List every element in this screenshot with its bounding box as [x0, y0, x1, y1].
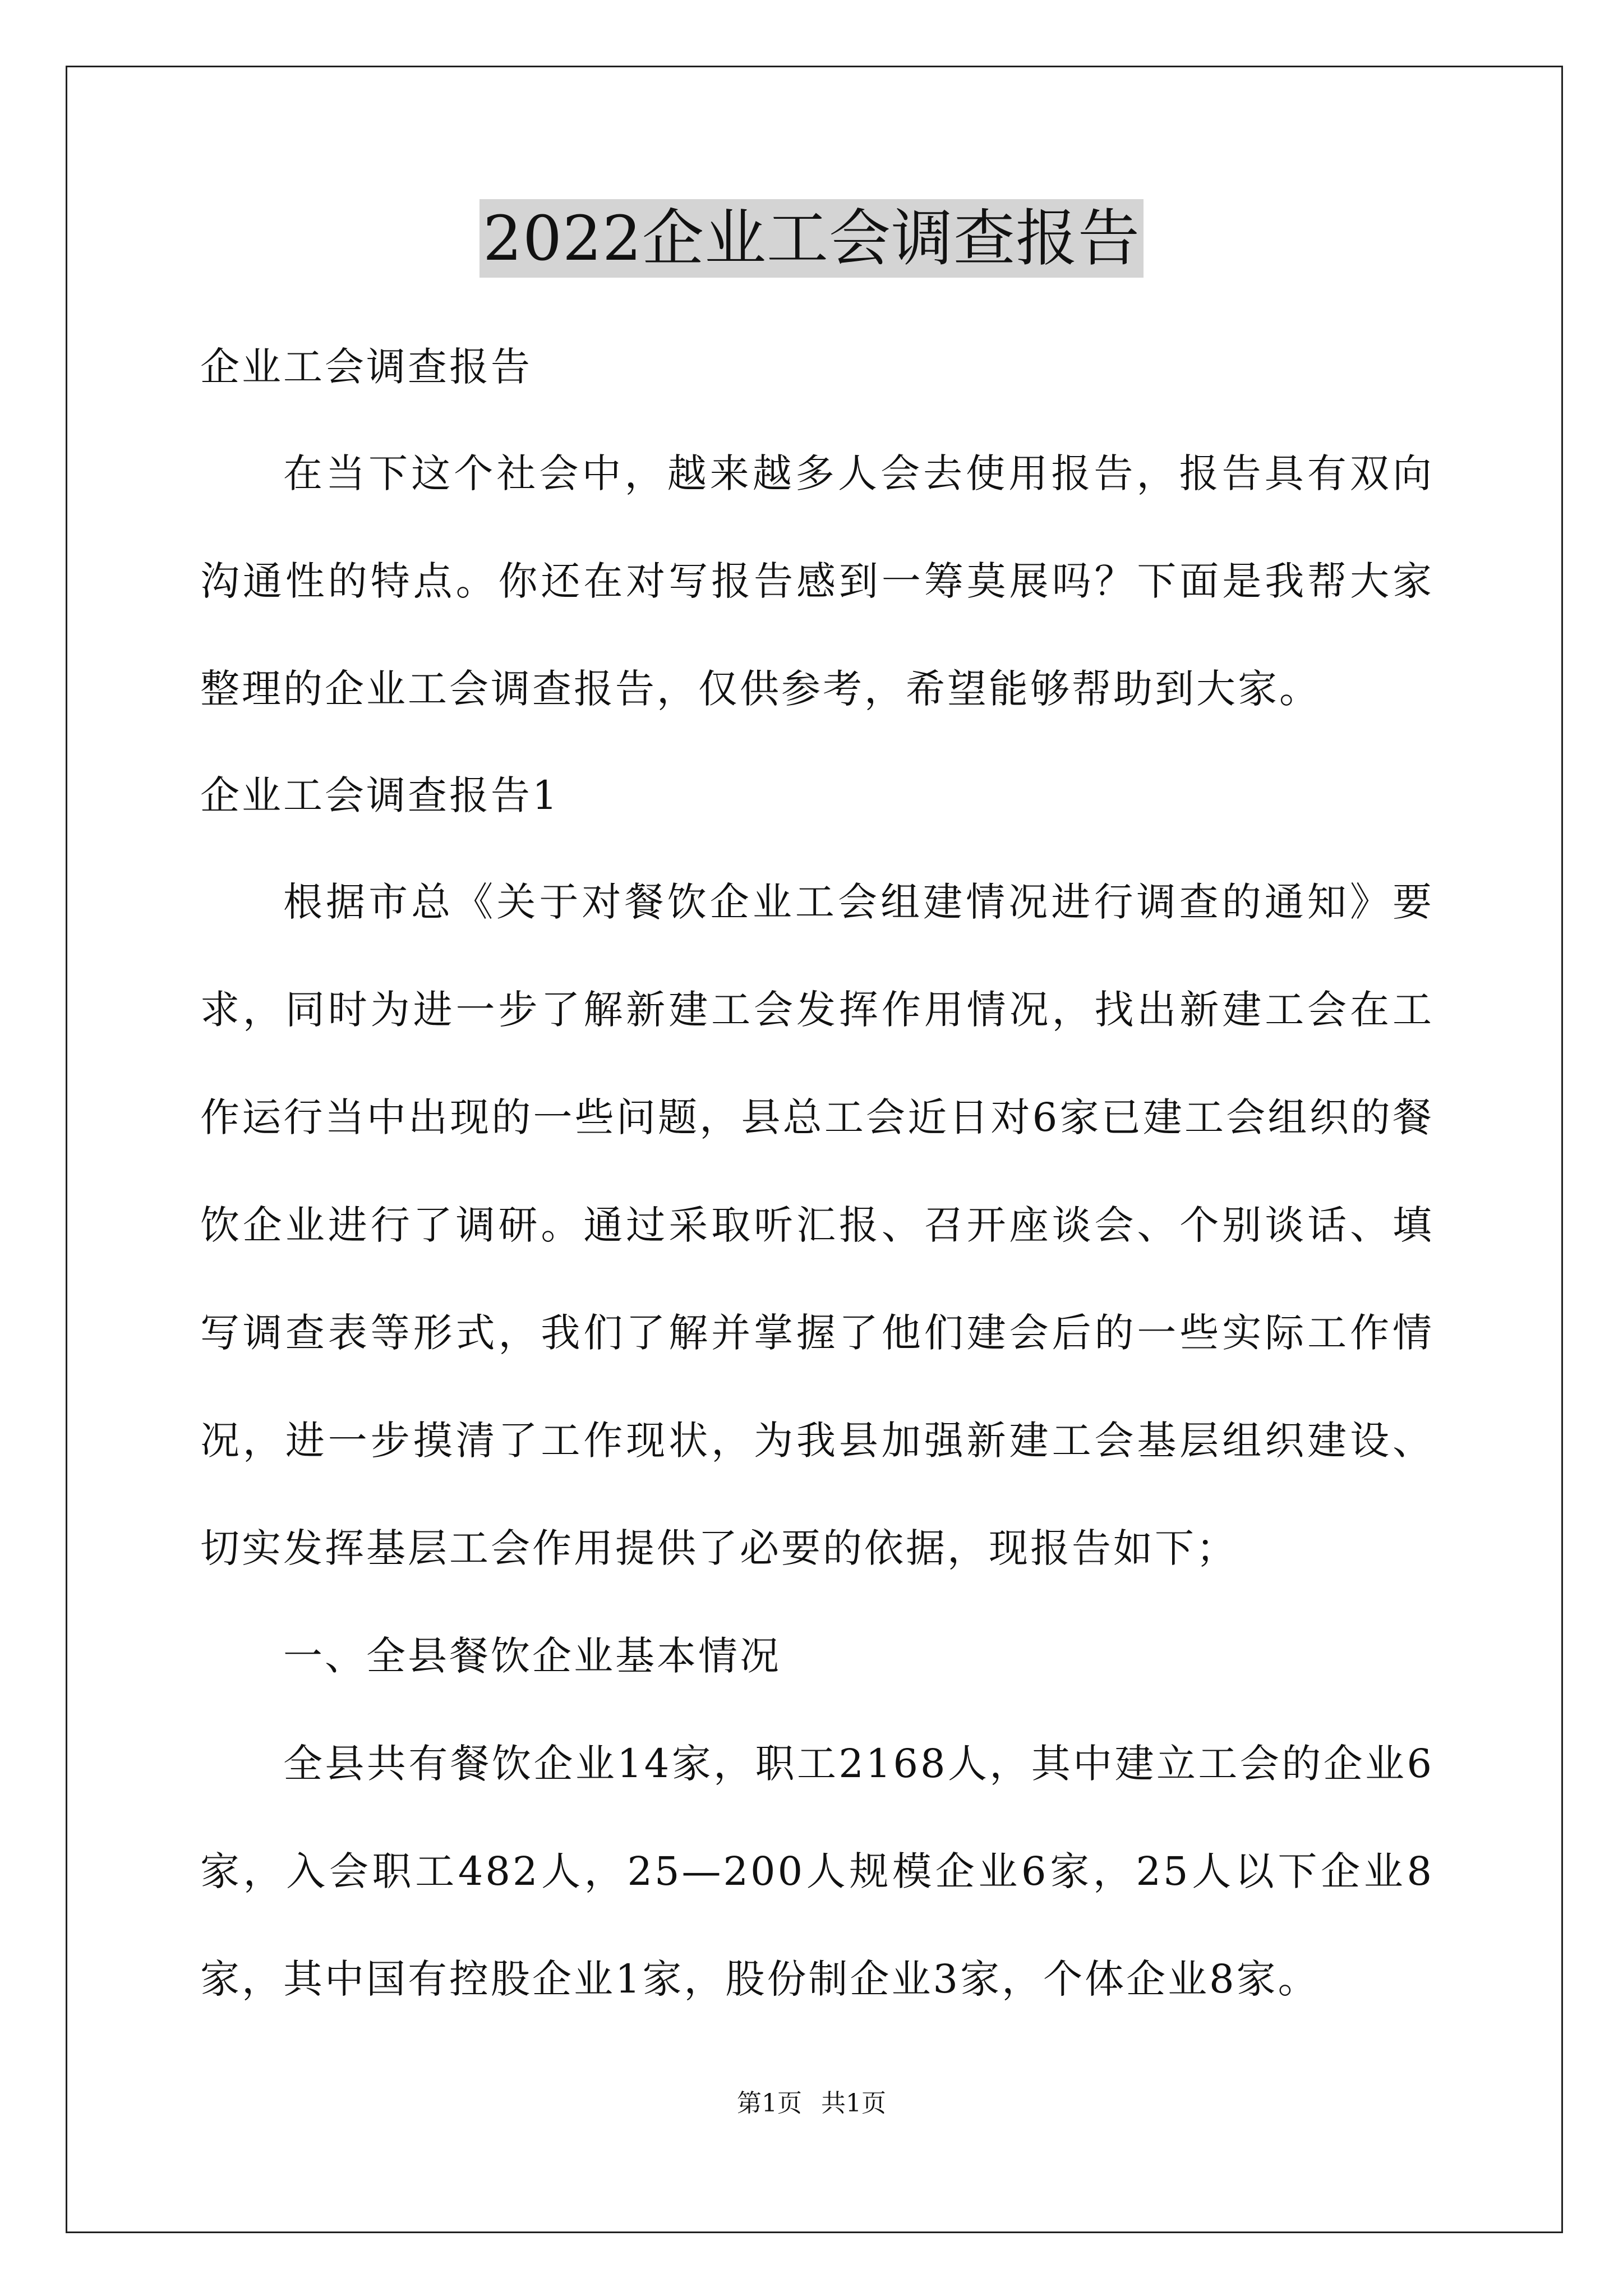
- body-paragraph-2: 全县共有餐饮企业14家，职工2168人，其中建立工会的企业6家，入会职工482人，25—200人规模企业6家，25人以下企业8家，其中国有控股企业1家，股份制企业3家，个体企业8家。: [200, 1741, 1434, 2002]
- document-body: [200, 314, 1434, 2033]
- page-footer: [0, 2087, 1623, 2120]
- document-title: 2022企业工会调查报告: [479, 199, 1144, 278]
- title-wrap: [0, 199, 1623, 278]
- document-subtitle: 企业工会调查报告: [200, 344, 532, 390]
- section-heading-1: 一、全县餐饮企业基本情况: [283, 1633, 781, 1679]
- page-number: 第1页: [737, 2089, 802, 2118]
- intro-paragraph: 在当下这个社会中，越来越多人会去使用报告，报告具有双向沟通性的特点。你还在对写报告感到一筹莫展吗？下面是我帮大家整理的企业工会调查报告，仅供参考，希望能够帮助到大家。: [200, 450, 1434, 712]
- page-total: 共1页: [821, 2089, 886, 2118]
- body-paragraph-1: 根据市总《关于对餐饮企业工会组建情况进行调查的通知》要求，同时为进一步了解新建工会发挥作用情况，找出新建工会在工作运行当中出现的一些问题，县总工会近日对6家已建工会组织的餐饮企业进行了调研。通过采取听汇报、召开座谈会、个别谈话、填写调查表等形式，我们了解并掌握了他们建会后的一些实际工作情况，进一步摸清了工作现状，为我县加强新建工会基层组织建设、切实发挥基层工会作用提供了必要的依据，现报告如下；: [200, 879, 1434, 1571]
- section-title: 企业工会调查报告1: [200, 772, 560, 818]
